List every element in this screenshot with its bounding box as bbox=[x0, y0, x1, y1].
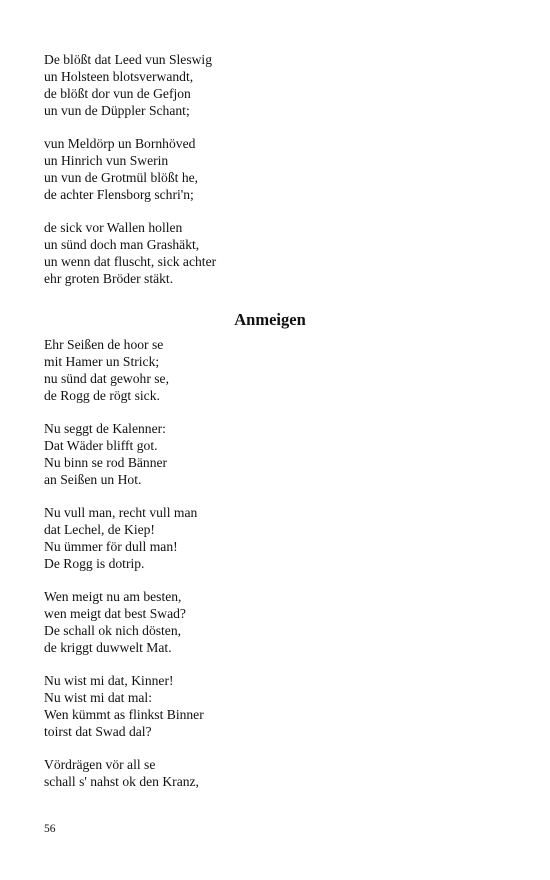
stanza bbox=[44, 220, 216, 288]
poem-line: Ehr Seißen de hoor se bbox=[44, 337, 164, 352]
poem-line: mit Hamer un Strick; bbox=[44, 353, 160, 369]
stanza bbox=[44, 673, 204, 741]
stanza bbox=[44, 52, 212, 120]
poem-line: un vun de Düppler Schant; bbox=[44, 102, 190, 118]
stanza bbox=[44, 421, 167, 489]
poem-title: Anmeigen bbox=[234, 310, 306, 329]
poem-line: De blößt dat Leed vun Sleswig bbox=[44, 52, 213, 67]
poem-line: de kriggt duwwelt Mat. bbox=[44, 639, 172, 655]
poem-line: Nu vull man, recht vull man bbox=[44, 505, 198, 520]
poem-line: De Rogg is dotrip. bbox=[44, 555, 145, 571]
poem-line: de blößt dor vun de Gefjon bbox=[44, 85, 191, 101]
poem-line: De schall ok nich dösten, bbox=[44, 622, 182, 638]
stanza bbox=[44, 136, 198, 204]
poem-line: un vun de Grotmül blößt he, bbox=[44, 169, 199, 185]
poem-line: wen meigt dat best Swad? bbox=[44, 605, 186, 621]
poem-line: Nu wist mi dat, Kinner! bbox=[44, 673, 174, 688]
poem-line: de sick vor Wallen hollen bbox=[44, 220, 183, 235]
poem-line: ehr groten Bröder stäkt. bbox=[44, 270, 174, 286]
poem-line: dat Lechel, de Kiep! bbox=[44, 521, 155, 537]
poem-line: Dat Wäder blifft got. bbox=[44, 437, 158, 453]
stanza bbox=[44, 589, 186, 657]
stanza bbox=[44, 757, 199, 791]
stanza bbox=[44, 337, 169, 405]
poem-line: Nu ümmer för dull man! bbox=[44, 538, 178, 554]
poem-line: Vördrägen vör all se bbox=[44, 757, 156, 772]
poem-line: Wen kümmt as flinkst Binner bbox=[44, 706, 204, 722]
poem-line: Nu seggt de Kalenner: bbox=[44, 421, 166, 436]
poem-line: schall s' nahst ok den Kranz, bbox=[44, 773, 199, 789]
poem-line: un sünd doch man Grashäkt, bbox=[44, 236, 200, 252]
poem-line: de achter Flensborg schri'n; bbox=[44, 186, 194, 202]
poem-line: an Seißen un Hot. bbox=[44, 471, 142, 487]
poem-line: un Holsteen blotsverwandt, bbox=[44, 68, 194, 84]
poem-line: toirst dat Swad dal? bbox=[44, 723, 152, 739]
poem-line: de Rogg de rögt sick. bbox=[44, 387, 160, 403]
stanza bbox=[44, 505, 197, 573]
poem-line: Wen meigt nu am besten, bbox=[44, 589, 182, 604]
poem-line: un wenn dat fluscht, sick achter bbox=[44, 253, 217, 269]
poem-line: Nu wist mi dat mal: bbox=[44, 689, 152, 705]
page-number: 56 bbox=[44, 823, 56, 835]
poem-line: Nu binn se rod Bänner bbox=[44, 454, 168, 470]
poem-line: vun Meldörp un Bornhöved bbox=[44, 136, 196, 151]
poem-line: un Hinrich vun Swerin bbox=[44, 152, 169, 168]
poem-line: nu sünd dat gewohr se, bbox=[44, 370, 169, 386]
